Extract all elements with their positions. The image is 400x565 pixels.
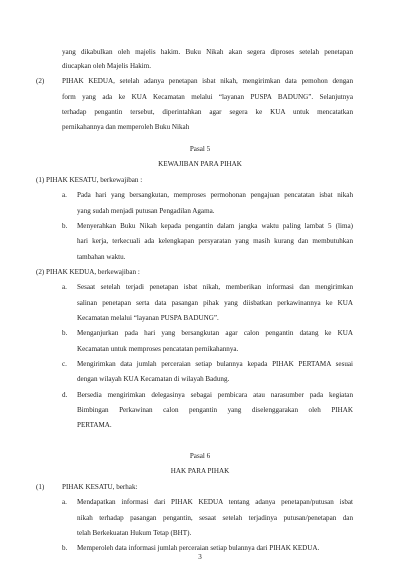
pasal-5-1a-line-2: yang sudah menjadi putusan Pengadilan Agama. (77, 207, 215, 215)
pasal-5-2d-marker: d. (62, 391, 68, 399)
pasal-6-1b-line-1: Memperoleh data informasi jumlah perceraian setiap bulannya dari PIHAK KEDUA. (77, 544, 320, 552)
pasal-6-item-1-number: (1) (36, 483, 45, 491)
pasal-5-2d-line-2: Bimbingan Perkawinan calon pengantin yang diselenggarakan oleh PIHAK (77, 406, 353, 414)
pasal-5-heading: Pasal 5 (189, 145, 211, 153)
pasal-5-2b-line-1: Menganjurkan pada hari yang bersangkutan agar calon pengantin datang ke KUA (77, 329, 353, 337)
pasal-5-1b-line-1: Menyerahkan Buku Nikah kepada pengantin dalam jangka waktu paling lambat 5 (lima) (77, 222, 353, 230)
pasal-6-1a-line-2: nikah terhadap pasangan pengantin, sesaat setelah terjadinya putusan/penetapan dan (77, 514, 353, 522)
item-2-line-2: form yang ada ke KUA Kecamatan melalui “layanan PUSPA BADUNG”. Selanjutnya (62, 93, 353, 101)
pasal-6-heading: Pasal 6 (189, 452, 211, 460)
item-2-line-1: PIHAK KEDUA, setelah adanya penetapan isbat nikah, mengirimkan data pemohon dengan (62, 77, 353, 85)
pasal-5-party-2-label: (2) PIHAK KEDUA, berkewajiban : (36, 268, 140, 276)
pasal-6-1a-line-1: Mendapatkan informasi dari PIHAK KEDUA tentang adanya penetapan/putusan isbat (77, 498, 353, 506)
pasal-5-2a-line-1: Sesaat setelah terjadi penetapan isbat nikah, memberikan informasi dan mengirimkan (77, 283, 353, 291)
pasal-5-2b-marker: b. (62, 329, 68, 337)
pasal-6-1a-marker: a. (62, 498, 67, 506)
pasal-5-1b-marker: b. (62, 222, 68, 230)
pasal-5-1a-line-1: Pada hari yang bersangkutan, memproses permohonan pengajuan pencatatan isbat nikah (77, 191, 353, 199)
item-2-line-4: pernikahannya dan memperoleh Buku Nikah (62, 123, 190, 131)
item-2-line-3: terhadap pengantin tersebut, diperintahkan agar segera ke KUA untuk mencatatkan (62, 108, 353, 116)
pasal-5-2a-line-3: Kecamatan melalui “layanan PUSPA BADUNG”. (77, 314, 219, 322)
pasal-5-1a-marker: a. (62, 191, 67, 199)
pasal-5-2b-line-2: Kecamatan untuk memproses pencatatan pernikahannya. (77, 345, 239, 353)
intro-line-1: yang dikabulkan oleh majelis hakim. Buku Nikah akan segera diproses setelah penetapan (62, 48, 353, 56)
pasal-6-1a-line-3: telah Berkekuatan Hukum Tetap (BHT). (77, 529, 192, 537)
pasal-5-1b-line-3: tambahan waktu. (77, 253, 126, 261)
pasal-5-2d-line-3: PERTAMA. (77, 421, 112, 429)
pasal-5-1b-line-2: hari kerja, terkecuali ada kelengkapan persyaratan yang masih kurang dan membutuhkan (77, 237, 353, 245)
pasal-5-2d-line-1: Bersedia mengirimkan delegasinya sebagai pembicara atau narasumber pada kegiatan (77, 391, 353, 399)
item-2-number: (2) (36, 77, 45, 85)
pasal-5-2c-line-1: Mengirimkan data jumlah perceraian setiap bulannya kepada PIHAK PERTAMA sesuai (77, 360, 353, 368)
page-number: 3 (198, 553, 202, 561)
pasal-5-2c-line-2: dengan wilayah KUA Kecamatan di wilayah Badung. (77, 375, 230, 383)
pasal-5-2a-line-2: salinan penetapan serta data pasangan pihak yang diisbatkan perkawinannya ke KUA (77, 299, 353, 307)
pasal-6-title: HAK PARA PIHAK (170, 467, 230, 475)
pasal-6-party-1-label: PIHAK KESATU, berhak: (62, 483, 138, 491)
pasal-5-title: KEWAJIBAN PARA PIHAK (158, 160, 242, 168)
pasal-5-party-1-label: (1) PIHAK KESATU, berkewajiban : (36, 176, 143, 184)
pasal-5-2c-marker: c. (62, 360, 67, 368)
pasal-6-1b-marker: b. (62, 544, 68, 552)
intro-line-2: diucapkan oleh Majelis Hakim. (62, 62, 152, 70)
pasal-5-2a-marker: a. (62, 283, 67, 291)
